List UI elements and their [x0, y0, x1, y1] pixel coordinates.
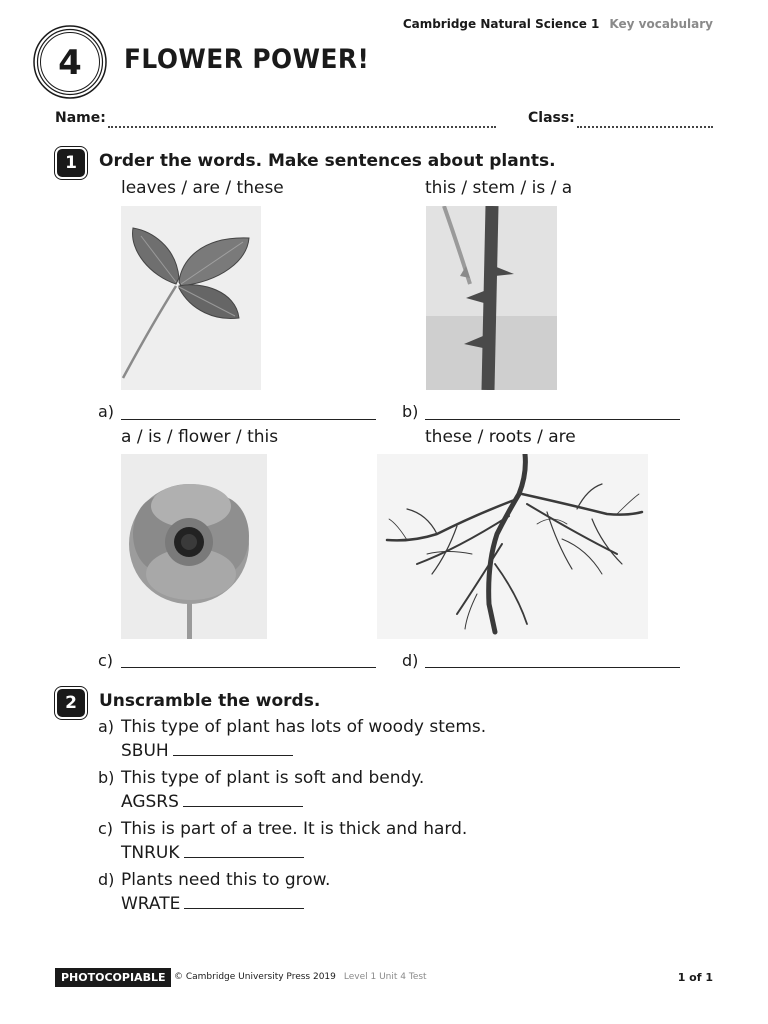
letter-2d: d) [98, 870, 115, 889]
scramble-row-2c [121, 843, 304, 863]
scramble-row-2a [121, 741, 293, 761]
clue-2d: Plants need this to grow. [121, 870, 331, 890]
scrambled-word-2b: AGSRS [121, 792, 179, 812]
answer-line-2a[interactable] [173, 755, 293, 756]
prompt-c: a / is / flower / this [121, 427, 279, 447]
class-label: Class: [528, 110, 575, 126]
answer-line-2d[interactable] [184, 908, 304, 909]
unit-number: 4 [58, 43, 82, 83]
exercise-1-instruction: Order the words. Make sentences about plants. [99, 151, 556, 171]
thorny-stem-image [426, 206, 557, 390]
answer-line-2b[interactable] [183, 806, 303, 807]
letter-2b: b) [98, 768, 115, 787]
clue-2c: This is part of a tree. It is thick and hard. [121, 819, 468, 839]
rose-flower-image [121, 454, 267, 639]
copyright-text: © Cambridge University Press 2019 [174, 972, 336, 982]
exercise-2-instruction: Unscramble the words. [99, 691, 321, 711]
plant-roots-image [377, 454, 648, 639]
answer-line-b[interactable] [425, 419, 680, 420]
letter-2a: a) [98, 717, 115, 736]
answer-line-c[interactable] [121, 667, 376, 668]
clue-2b: This type of plant is soft and bendy. [121, 768, 425, 788]
scrambled-word-2a: SBUH [121, 741, 169, 761]
scrambled-word-2c: TNRUK [121, 843, 180, 863]
name-label: Name: [55, 110, 106, 126]
page-number: 1 of 1 [677, 971, 713, 984]
page-title: FLOWER POWER! [124, 44, 370, 75]
photocopiable-badge: PHOTOCOPIABLE [55, 968, 171, 987]
exercise-1-number: 1 [57, 149, 85, 177]
letter-c: c) [98, 651, 114, 670]
section-label: Key vocabulary [609, 17, 713, 31]
prompt-a: leaves / are / these [121, 178, 284, 198]
scramble-row-2b [121, 792, 303, 812]
letter-b: b) [402, 402, 419, 421]
level-text: Level 1 Unit 4 Test [343, 972, 427, 982]
letter-d: d) [402, 651, 419, 670]
unit-badge [32, 24, 108, 100]
clue-2a: This type of plant has lots of woody stems. [121, 717, 487, 737]
name-field[interactable] [108, 126, 496, 128]
answer-line-a[interactable] [121, 419, 376, 420]
exercise-2-number: 2 [57, 689, 85, 717]
prompt-d: these / roots / are [425, 427, 576, 447]
header-book-info [403, 17, 713, 31]
class-field[interactable] [577, 126, 713, 128]
book-title: Cambridge Natural Science 1 [402, 17, 600, 31]
letter-a: a) [98, 402, 115, 421]
letter-2c: c) [98, 819, 114, 838]
footer-copyright-row [174, 972, 427, 982]
strawberry-leaf-image [121, 206, 261, 390]
prompt-b: this / stem / is / a [425, 178, 573, 198]
scrambled-word-2d: WRATE [121, 894, 181, 914]
answer-line-d[interactable] [425, 667, 680, 668]
answer-line-2c[interactable] [184, 857, 304, 858]
scramble-row-2d [121, 894, 304, 914]
